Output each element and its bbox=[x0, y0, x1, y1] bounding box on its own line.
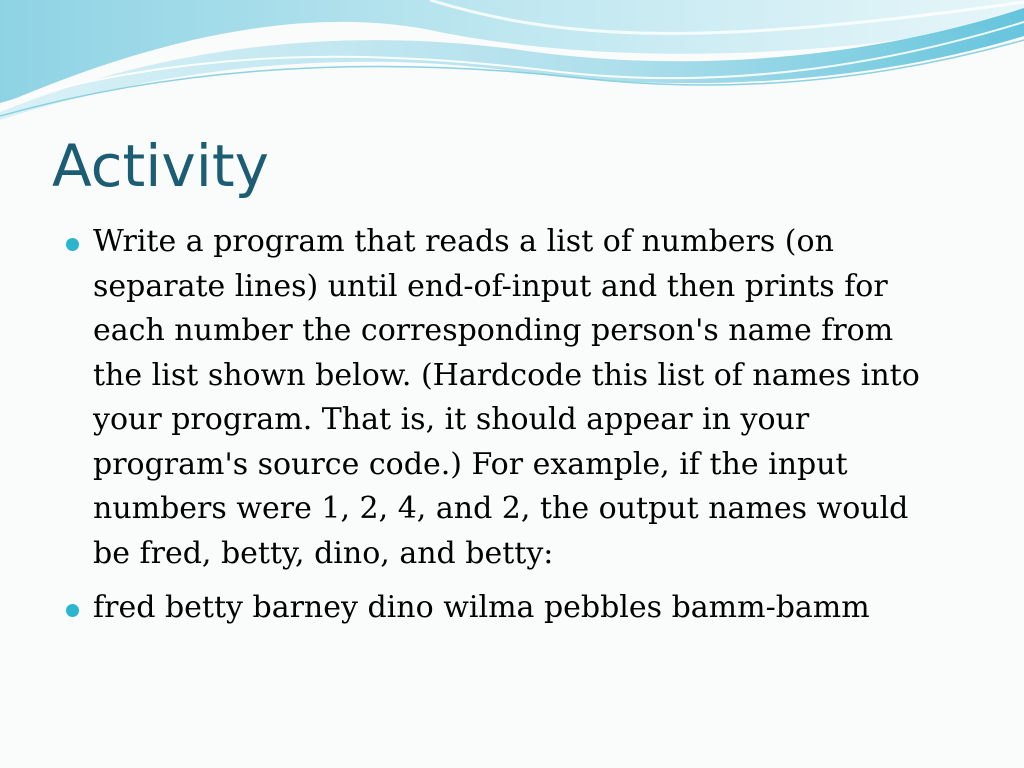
bullet-list bbox=[66, 220, 966, 641]
header-wave-decoration bbox=[0, 0, 1024, 125]
bullet-text-line: fred betty barney dino wilma pebbles bamm-bamm bbox=[93, 590, 870, 625]
bullet-item-names bbox=[66, 586, 966, 631]
bullet-dot-icon bbox=[66, 238, 79, 251]
bullet-text-line: Write a program that reads a list of numbers (on bbox=[93, 224, 834, 259]
bullet-text-line: numbers were 1, 2, 4, and 2, the output names would bbox=[93, 491, 909, 526]
bullet-text-line: each number the corresponding person's name from bbox=[93, 313, 894, 348]
bullet-text-line: separate lines) until end-of-input and then prints for bbox=[93, 268, 888, 304]
bullet-text-line: your program. That is, it should appear in your bbox=[93, 402, 810, 437]
bullet-item-instructions bbox=[66, 220, 966, 576]
bullet-text-line: the list shown below. (Hardcode this list of names into bbox=[93, 357, 920, 393]
bullet-text-line: program's source code.) For example, if the input bbox=[93, 446, 848, 482]
bullet-dot-icon bbox=[66, 604, 79, 617]
slide-title: Activity bbox=[52, 132, 269, 200]
bullet-text-line: be fred, betty, dino, and betty: bbox=[93, 535, 554, 571]
